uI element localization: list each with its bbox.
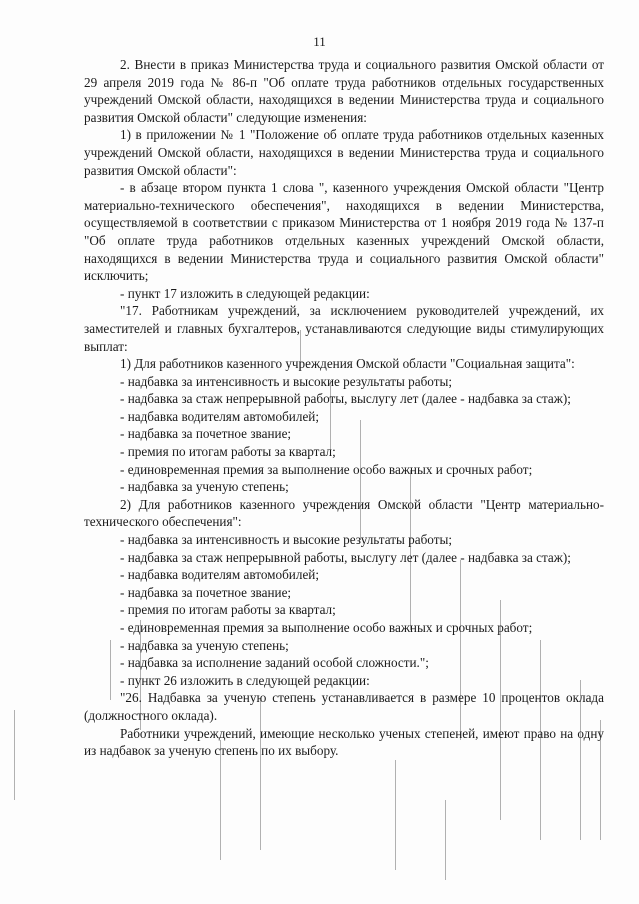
list-item: - надбавка водителям автомобилей; [120,567,320,583]
paragraph: 1) в приложении № 1 "Положение об оплате труда работников отдельных казенных учреждений Омской области, находящихся в ведении Министерства труда и социального развития Омской области": [84,127,604,178]
paragraph: 2) Для работников казенного учреждения Омской области "Центр материально-технического обеспечения": [84,496,604,530]
page-number: 11 [313,34,326,49]
list-item: - надбавка за ученую степень; [120,637,289,653]
list-item: - единовременная премия за выполнение особо важных и срочных работ; [120,461,533,477]
list-item: - надбавка за почетное звание; [120,584,292,600]
list-item: - надбавка за интенсивность и высокие результаты работы; [120,532,453,548]
paragraph: - пункт 17 изложить в следующей редакции: [120,285,370,301]
list-item: - надбавка водителям автомобилей; [120,408,320,424]
list-item: - надбавка за исполнение заданий особой сложности."; [120,655,429,671]
paragraph: - в абзаце втором пункта 1 слова ", казенного учреждения Омской области "Центр материально-технического обеспечения", находящихся в ведении Министерства, осуществляемой в соответствии с приказом Министерства от 1 ноября 2019 года № 137-п "Об оплате труда работников отдельных казенных учреждений Омской области, находящихся в ведении Министерства труда и социального развития Омской области" исключить; [84,180,604,284]
paragraph: - надбавка за стаж непрерывной работы, выслугу лет (далее - надбавка за стаж); [120,391,571,407]
list-item: - единовременная премия за выполнение особо важных и срочных работ; [120,620,533,635]
list-item: - надбавка за интенсивность и высокие результаты работы; [120,373,453,389]
paragraph: 1) Для работников казенного учреждения Омской области "Социальная защита": [120,356,575,372]
list-item: - премия по итогам работы за квартал; [120,602,336,618]
list-item: - премия по итогам работы за квартал; [120,444,336,460]
list-item: - надбавка за почетное звание; [120,426,292,442]
paragraph: 2. Внести в приказ Министерства труда и социального развития Омской области от 29 апреля 2019 года № 86-п "Об оплате труда работников отдельных государственных учреждений Омской области, находящихся в ведении Министерства труда и социального развития Омской области" следующие изменения: [84,57,604,125]
list-item: - надбавка за ученую степень; [120,479,289,495]
list-item: - пункт 26 изложить в следующей редакции: [120,672,370,688]
paragraph: "26. Надбавка за ученую степень устанавливается в размере 10 процентов оклада (должностного оклада). [84,690,604,723]
document-body [84,56,604,760]
paragraph: - надбавка за стаж непрерывной работы, выслугу лет (далее - надбавка за стаж); [120,549,571,565]
paragraph: "17. Работникам учреждений, за исключением руководителей учреждений, их заместителей и главных бухгалтеров, устанавливаются следующие виды стимулирующих выплат: [84,303,604,354]
paragraph: Работники учреждений, имеющие несколько ученых степеней, имеют право на одну из надбавок за ученую степень по их выбору. [84,725,604,759]
